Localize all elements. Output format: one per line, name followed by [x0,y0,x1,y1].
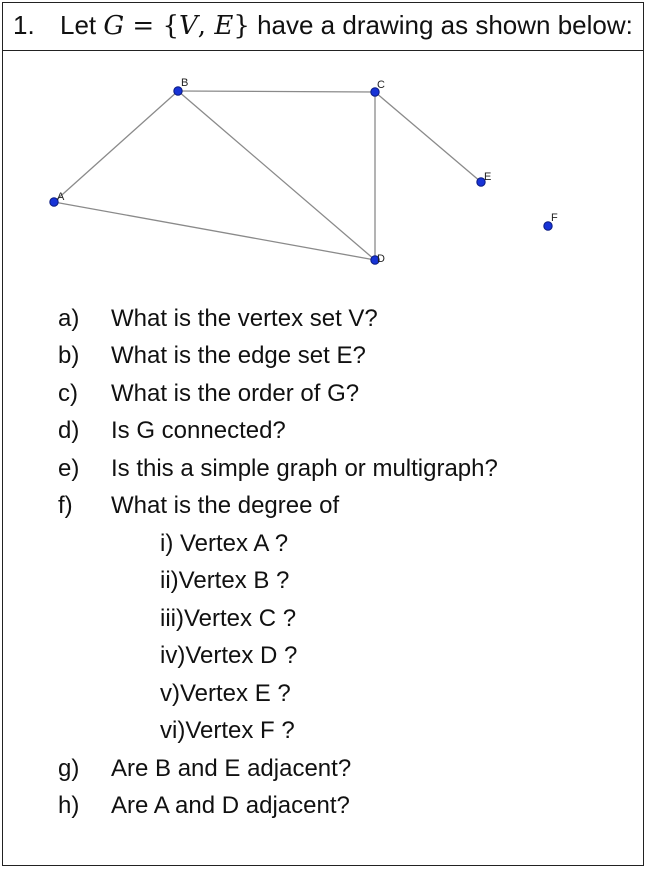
subquestion-text: i) Vertex A ? [160,529,289,557]
subquestion-item [58,713,498,751]
equals-open: = { [124,11,180,41]
set-comma: , [197,11,215,41]
edge-ce [375,92,481,182]
question-item [58,413,498,451]
subquestion-text: vi)Vertex F ? [160,717,295,745]
edge-bd [178,91,375,260]
question-list [58,300,498,825]
graph-symbol: G [103,11,125,41]
graph-definition [103,11,249,41]
question-item [58,450,498,488]
subquestion-item [58,675,498,713]
graph-drawing [0,60,648,290]
subquestion-item [58,600,498,638]
question-label: e) [58,454,80,482]
set-close: } [233,11,250,41]
question-text: What is the degree of [111,492,340,520]
question-label: d) [58,417,80,445]
question-text: Is G connected? [111,417,286,445]
question-item [58,300,498,338]
title-suffix: have a drawing as shown below: [249,10,633,40]
question-item [58,788,498,826]
title-divider [2,50,644,51]
question-item [58,375,498,413]
question-item [58,488,498,526]
vertex-label-f: F [551,212,558,224]
question-label: a) [58,304,80,332]
vertex-label-b: B [181,77,189,89]
subquestion-text: iv)Vertex D ? [160,642,298,670]
question-item [58,338,498,376]
edge-bc [178,91,375,92]
question-text: Are A and D adjacent? [111,792,350,820]
edge-ad [54,202,375,260]
subquestion-item [58,525,498,563]
question-text: Is this a simple graph or multigraph? [111,454,498,482]
question-label: f) [58,492,73,520]
question-text: What is the order of G? [111,379,360,407]
edge-ab [54,91,178,202]
problem-title [13,8,633,43]
question-label: g) [58,754,80,782]
subquestion-item [58,638,498,676]
title-prefix: Let [60,10,104,40]
subquestion-text: ii)Vertex B ? [160,567,290,595]
vertex-label-e: E [484,171,492,183]
vertex-label-c: C [377,79,385,91]
question-item [58,750,498,788]
vertex-label-d: D [377,253,385,265]
subquestion-text: iii)Vertex C ? [160,604,297,632]
question-label: c) [58,379,78,407]
vertex-label-a: A [57,191,65,203]
vertex-set-symbol: V [179,11,198,41]
question-label: b) [58,342,80,370]
subquestion-item [58,563,498,601]
question-label: h) [58,792,80,820]
question-text: What is the edge set E? [111,342,366,370]
edge-set-symbol: E [214,11,234,41]
question-text: What is the vertex set V? [111,304,378,332]
question-text: Are B and E adjacent? [111,754,352,782]
problem-number: 1. [13,10,35,40]
subquestion-text: v)Vertex E ? [160,679,291,707]
